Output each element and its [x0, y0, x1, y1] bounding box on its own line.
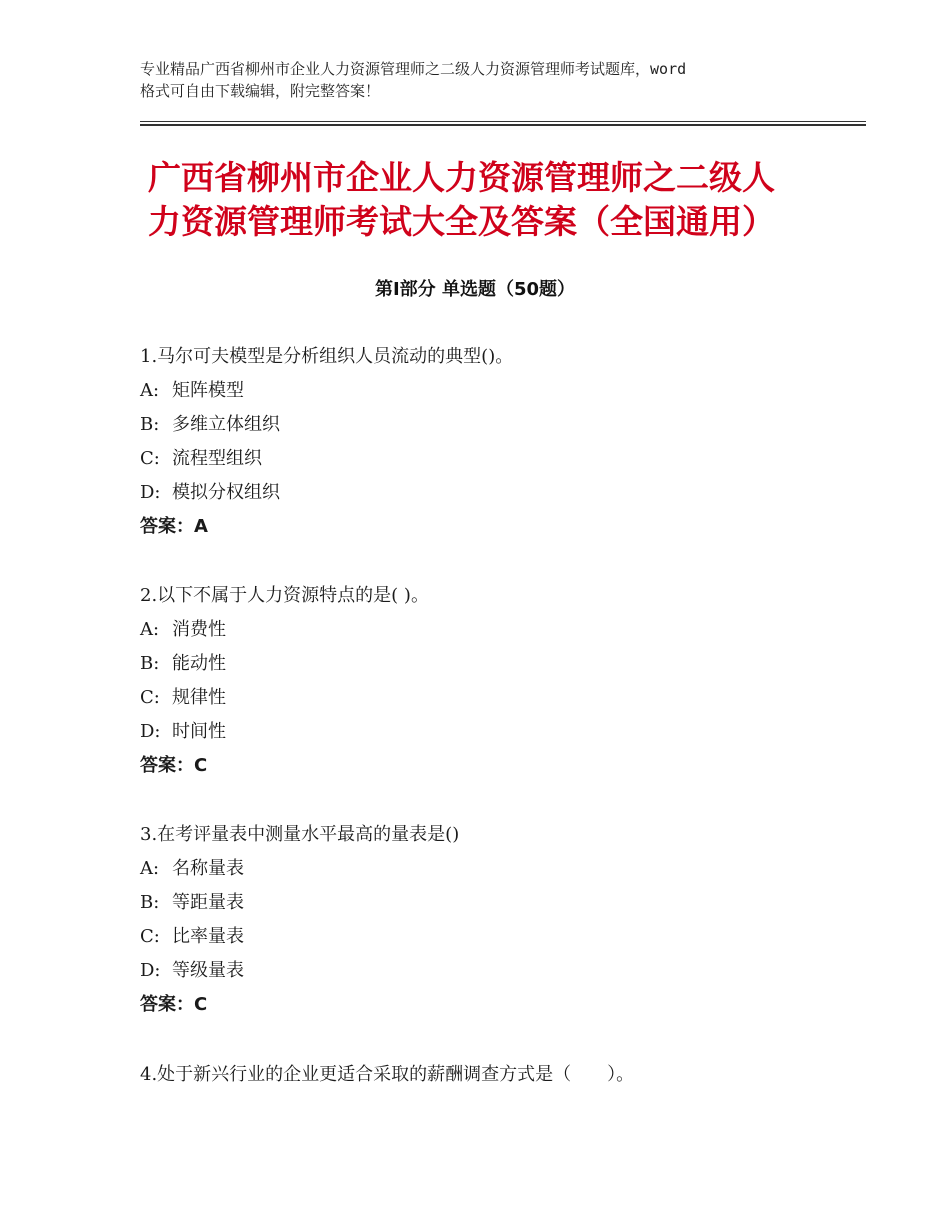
option-key: D: — [140, 721, 161, 742]
section-heading: 第Ⅰ部分 单选题（50题） — [374, 279, 575, 300]
option-key: C: — [140, 687, 160, 708]
option-text: 能动性 — [172, 653, 226, 674]
option-key: D: — [140, 960, 161, 981]
document-title-line-1: 广西省柳州市企业人力资源管理师之二级人 — [148, 158, 775, 197]
option-text: 规律性 — [172, 687, 226, 708]
option-text: 名称量表 — [172, 858, 244, 879]
answer: 答案：C — [140, 994, 208, 1015]
option-key: C: — [140, 448, 160, 469]
question-text: 4.处于新兴行业的企业更适合采取的薪酬调查方式是（ ）。 — [140, 1064, 635, 1085]
document-title — [148, 156, 848, 244]
option-c — [140, 920, 860, 954]
option-text: 等级量表 — [172, 960, 244, 981]
option-d — [140, 476, 860, 510]
question-text: 3.在考评量表中测量水平最高的量表是() — [140, 824, 460, 845]
header-divider-thick — [140, 124, 866, 126]
option-text: 流程型组织 — [172, 448, 262, 469]
answer: 答案：C — [140, 755, 208, 776]
option-text: 时间性 — [172, 721, 226, 742]
option-key: B: — [140, 892, 160, 913]
question-4 — [140, 1058, 860, 1092]
option-key: B: — [140, 653, 160, 674]
option-text: 矩阵模型 — [172, 380, 244, 401]
option-a — [140, 613, 860, 647]
option-key: A: — [140, 858, 160, 879]
option-key: D: — [140, 482, 161, 503]
option-a — [140, 374, 860, 408]
option-b — [140, 408, 860, 442]
question-1 — [140, 340, 860, 544]
answer: 答案：A — [140, 516, 208, 537]
question-text: 1.马尔可夫模型是分析组织人员流动的典型()。 — [140, 346, 514, 367]
header-note-line-1: 专业精品广西省柳州市企业人力资源管理师之二级人力资源管理师考试题库，word — [140, 60, 687, 78]
option-key: B: — [140, 414, 160, 435]
option-b — [140, 647, 860, 681]
option-b — [140, 886, 860, 920]
header-note — [140, 58, 840, 102]
option-key: C: — [140, 926, 160, 947]
question-2 — [140, 579, 860, 783]
option-key: A: — [140, 619, 160, 640]
option-c — [140, 442, 860, 476]
option-d — [140, 715, 860, 749]
option-text: 消费性 — [172, 619, 226, 640]
option-d — [140, 954, 860, 988]
option-text: 多维立体组织 — [172, 414, 280, 435]
question-3 — [140, 818, 860, 1022]
header-note-line-2: 格式可自由下载编辑，附完整答案！ — [140, 82, 381, 100]
option-text: 模拟分权组织 — [172, 482, 280, 503]
option-text: 比率量表 — [172, 926, 244, 947]
option-a — [140, 852, 860, 886]
header-divider-thin — [140, 121, 866, 122]
question-text: 2.以下不属于人力资源特点的是( )。 — [140, 585, 429, 606]
option-text: 等距量表 — [172, 892, 244, 913]
document-title-line-2: 力资源管理师考试大全及答案（全国通用） — [148, 202, 775, 241]
option-c — [140, 681, 860, 715]
option-key: A: — [140, 380, 160, 401]
